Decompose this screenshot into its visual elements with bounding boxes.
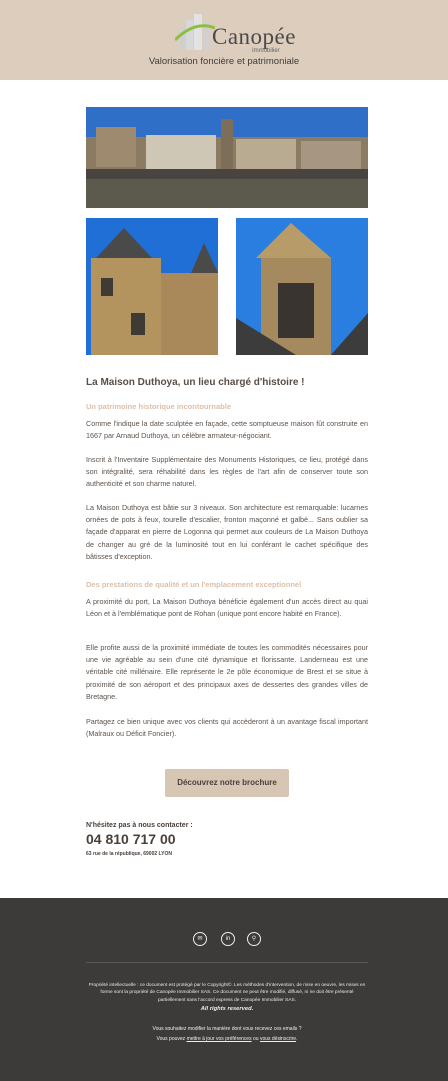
dormer-photo bbox=[236, 218, 368, 355]
brochure-button[interactable]: Découvrez notre brochure bbox=[165, 769, 289, 797]
paragraph-5-text: Elle profite aussi de la proximité immédiate de toutes les commodités nécessaires pour une vie agréable au sein d'une cité dynamique et florissante. Landerneau est une véritable cité millénaire. Elle représente le 2e pôle économique de Brest et se situe à proximité de son aéroport et des principaux axes de dessertes des grandes villes de Bretagne. bbox=[86, 643, 368, 701]
brand-sub: Immobilier bbox=[252, 48, 280, 54]
preferences-link[interactable]: mettre à jour vos préférences bbox=[186, 1036, 252, 1042]
brand-name: Canopée bbox=[212, 24, 296, 49]
manage-suffix: . bbox=[296, 1036, 298, 1042]
paragraph-6-text: Partagez ce bien unique avec vos clients qui accèderont à un avantage fiscal important (Malraux ou Déficit Foncier). bbox=[86, 717, 368, 739]
linkedin-icon[interactable]: in bbox=[221, 932, 235, 946]
rights-text: All rights reserved. bbox=[200, 1006, 254, 1012]
contact-label: N'hésitez pas à nous contacter : bbox=[86, 822, 193, 829]
logo-buildings-icon bbox=[175, 10, 215, 50]
paragraph-2 bbox=[86, 454, 368, 491]
article-title: La Maison Duthoya, un lieu chargé d'histoire ! bbox=[86, 377, 305, 388]
contact-phone[interactable]: 04 810 717 00 bbox=[86, 831, 176, 847]
paragraph-3 bbox=[86, 502, 368, 563]
paragraph-1 bbox=[86, 418, 368, 442]
paragraph-2-text: Inscrit à l'Inventaire Supplémentaire des Monuments Historiques, ce lieu, protégé dans son intégralité, sera réhabilité dans les règles de l'art afin de conserver toute son authenticité et son charme naturel. bbox=[86, 455, 368, 489]
manage-or: ou bbox=[252, 1036, 259, 1042]
paragraph-4-text: A proximité du port, La Maison Duthoya bénéficie également d'un accès direct au quai Léon et à l'emblématique pont de Rohan (unique pont encore habité en France). bbox=[86, 597, 368, 619]
contact-address: 63 rue de la république, 69002 LYON bbox=[86, 851, 172, 857]
unsubscribe-link[interactable]: vous désinscrire bbox=[259, 1036, 297, 1042]
legal-text: Propriété intellectuelle : ce document est protégé par le Copyright©. Les méthodes d'intervention, de mise en oeuvre, les mises en forme sont la propriété de Canopée Immobilier SAS. Ce document ne peut être modifié, diffusé, ni ne doit être présenté partiellement sans l'accord express de Canopée Immobilier SAS. bbox=[88, 983, 366, 1003]
manage-line-2 bbox=[86, 1036, 368, 1042]
manage-line-1: Vous souhaitez modifier la manière dont vous recevez ces emails ? bbox=[152, 1026, 302, 1032]
link-icon[interactable]: ⚲ bbox=[247, 932, 261, 946]
footer-divider bbox=[86, 962, 368, 963]
harbor-photo bbox=[86, 107, 368, 208]
paragraph-5 bbox=[86, 642, 368, 703]
manage-prefix: Vous pouvez bbox=[156, 1036, 186, 1042]
header bbox=[0, 0, 448, 80]
paragraph-1-text: Comme l'indique la date sculptée en façade, cette somptueuse maison fût construite en 1667 par Arnaud Duthoya, un célèbre armateur-négociant. bbox=[86, 419, 368, 441]
tagline: Valorisation foncière et patrimoniale bbox=[148, 56, 300, 67]
section-title-prestations: Des prestations de qualité et un l'emplacement exceptionnel bbox=[86, 580, 302, 589]
paragraph-4 bbox=[86, 596, 368, 620]
email-icon[interactable]: ✉ bbox=[193, 932, 207, 946]
paragraph-6 bbox=[86, 716, 368, 740]
paragraph-3-text: La Maison Duthoya est bâtie sur 3 niveaux. Son architecture est remarquable: lucarnes ornées de pots à feux, tourelle d'escalier, fronton maçonné et galbé... Sans oublier sa façade d'apparat en pierre de Logonna qui permet aux couleurs de La Maison Duthoya de changer au gré de la luminosité tout en lui conférant le cachet spécifique des bâtisses d'exception. bbox=[86, 503, 368, 561]
tower-photo bbox=[86, 218, 218, 355]
section-title-patrimoine: Un patrimoine historique incontournable bbox=[86, 402, 232, 411]
